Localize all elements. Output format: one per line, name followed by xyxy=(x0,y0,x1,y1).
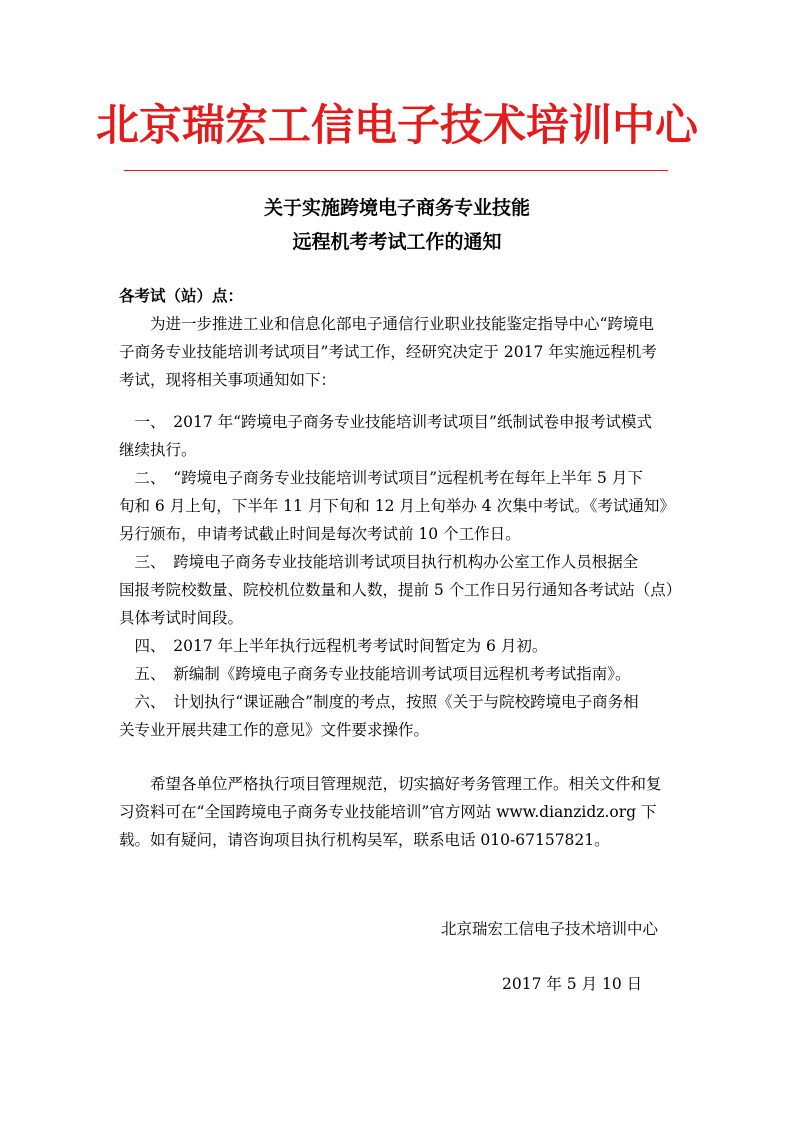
letterhead-red-divider xyxy=(124,170,668,171)
item-line: 一、 2017 年“跨境电子商务专业技能培训考试项目”纸制试卷申报考试模式 xyxy=(119,413,652,431)
intro-paragraph xyxy=(119,310,677,394)
item-line: 国报考院校数量、院校机位数量和人数，提前 5 个工作日另行通知各考试站（点） xyxy=(119,581,682,599)
notice-title-line-1: 关于实施跨境电子商务专业技能 xyxy=(263,197,530,219)
salutation: 各考试（站）点： xyxy=(119,287,244,305)
item-line: 另行颁布，申请考试截止时间是每次考试前 10 个工作日。 xyxy=(119,525,521,543)
item-line: 继续执行。 xyxy=(119,441,197,459)
closing-line: 习资料可在“全国跨境电子商务专业技能培训”官方网站 www.dianzidz.org 下 xyxy=(119,803,657,821)
notice-item-3 xyxy=(119,548,682,632)
item-line: 旬和 6 月上旬，下半年 11 月下旬和 12 月上旬举办 4 次集中考试。《考试通知》 xyxy=(119,497,675,515)
notice-item-2 xyxy=(119,464,677,548)
closing-line: 载。如有疑问，请咨询项目执行机构吴军，联系电话 010-67157821。 xyxy=(119,831,610,849)
item-line: 三、 跨境电子商务专业技能培训考试项目执行机构办公室工作人员根据全 xyxy=(119,553,639,571)
org-letterhead-title: 北京瑞宏工信电子技术培训中心 xyxy=(96,101,698,151)
item-line: 关专业开展共建工作的意见》文件要求操作。 xyxy=(119,721,430,739)
item-line: 五、 新编制《跨境电子商务专业技能培训考试项目远程机考考试指南》。 xyxy=(119,665,631,683)
item-line: 四、 2017 年上半年执行远程机考考试时间暂定为 6 月初。 xyxy=(119,637,548,655)
signature-date: 2017 年 5 月 10 日 xyxy=(502,975,643,993)
notice-title-line-2: 远程机考考试工作的通知 xyxy=(292,231,502,253)
intro-line: 为进一步推进工业和信息化部电子通信行业职业技能鉴定指导中心“跨境电 xyxy=(119,315,654,333)
signature-organization: 北京瑞宏工信电子技术培训中心 xyxy=(441,920,659,938)
intro-line: 子商务专业技能培训考试项目”考试工作，经研究决定于 2017 年实施远程机考 xyxy=(119,343,657,361)
notice-item-5 xyxy=(119,660,677,688)
item-line: 六、 计划执行“课证融合”制度的考点，按照《关于与院校跨境电子商务相 xyxy=(119,693,639,711)
item-line: 二、 “跨境电子商务专业技能培训考试项目”远程机考在每年上半年 5 月下 xyxy=(119,469,643,487)
notice-item-4 xyxy=(119,632,677,660)
item-line: 具体考试时间段。 xyxy=(119,609,244,627)
notice-item-1 xyxy=(119,408,677,464)
closing-paragraph xyxy=(119,770,677,854)
notice-item-6 xyxy=(119,688,677,744)
closing-line: 希望各单位严格执行项目管理规范，切实搞好考务管理工作。相关文件和复 xyxy=(119,775,662,793)
intro-line: 考试，现将相关事项通知如下： xyxy=(119,371,337,389)
